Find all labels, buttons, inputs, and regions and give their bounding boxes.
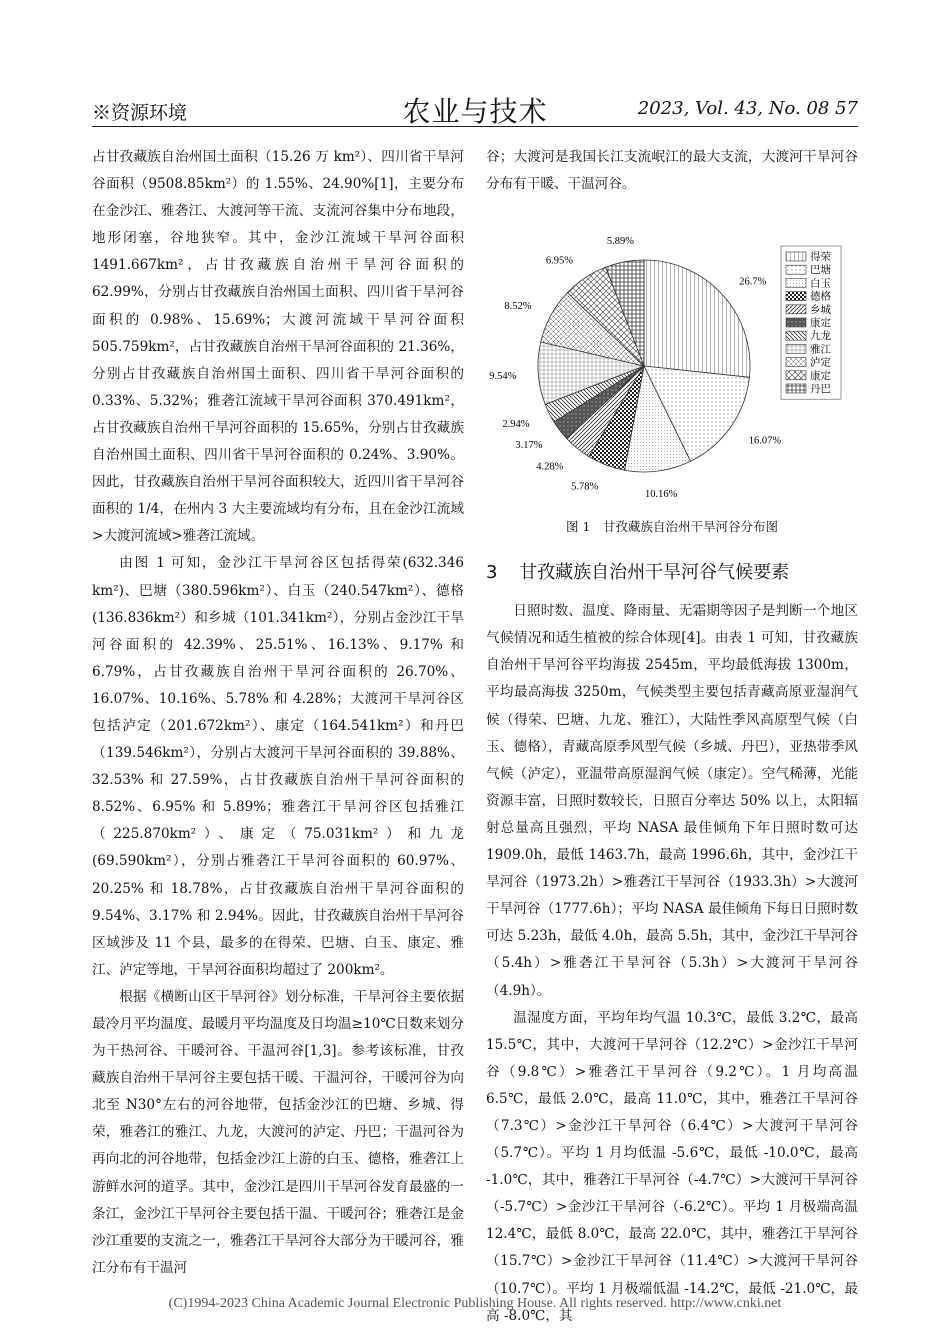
legend-swatch xyxy=(786,358,806,367)
issue-and-page: 2023, Vol. 43, No. 08 57 xyxy=(637,98,858,119)
legend-label: 巴塘 xyxy=(810,264,831,277)
legend-label: 得荣 xyxy=(810,251,831,264)
pie-data-label: 5.78% xyxy=(571,481,599,493)
legend-label: 九龙 xyxy=(810,330,831,343)
legend-swatch xyxy=(786,305,806,314)
paragraph: 根据《横断山区干旱河谷》划分标准，干旱河谷主要依据最冷月平均温度、最暖月平均温度及日均温≥10℃日数来划分为干热河谷、干暖河谷、干温河谷[1,3]。参考该标准，甘孜藏族自治州干旱河谷主要包括干暖、干温河谷，干暖河谷为向北至 N30°左右的河谷地带，包括金沙江的巴塘、乡城、得荣，雅砻江的雅江、九龙，大渡河的泸定、丹巴；干温河谷为再向北的河谷地带，包括金沙江上游的白玉、德格，雅砻江上游鲜水河的道孚。其中，金沙江是四川干旱河谷发育最盛的一条江，金沙江干旱河谷主要包括干温、干暖河谷；雅砻江是金沙江重要的支流之一，雅砻江干旱河谷大部分为干暖河谷，雅江分布有干温河 xyxy=(92,988,464,1276)
legend-swatch xyxy=(786,384,806,393)
pie-data-label: 10.16% xyxy=(645,489,678,501)
copyright-footer: (C)1994-2023 China Academic Journal Electronic Publishing House. All rights reserved. http://www.cnki.net xyxy=(168,1296,782,1311)
legend-label: 雅江 xyxy=(810,343,831,356)
pie-data-label: 26.7% xyxy=(739,276,767,288)
paragraph: 温湿度方面，平均年均气温 10.3℃，最低 3.2℃，最高 15.5℃，其中，大渡河干旱河谷（12.2℃）>金沙江干旱河谷（9.8℃）>雅砻江干旱河谷（9.2℃）。1 月均高温 6.5℃，最低 2.0℃，最高 11.0℃，其中，雅砻江干旱河谷（7.3℃）>金沙江干旱河谷（6.4℃）>大渡河干旱河谷（5.7℃）。平均 1 月均低温 -5.6℃，最低 -10.0℃，最高 -1.0℃，其中，雅砻江干旱河谷（-4.7℃）>大渡河干旱河谷（-5.7℃）>金沙江干旱河谷（-6.2℃）。平均 1 月极端高温 12.4℃，最低 8.0℃，最高 22.0℃，其中，雅砻江干旱河谷（15.7℃）>金沙江干旱河谷（11.4℃）>大渡河干旱河谷（10.7℃）。平均 1 月极端低温 -14.2℃，最低 -21.0℃，最高 -8.0℃，其 xyxy=(486,1009,858,1324)
legend-swatch xyxy=(786,331,806,340)
pie-data-label: 9.54% xyxy=(489,371,517,383)
legend-swatch xyxy=(786,318,806,327)
paragraph: 由图 1 可知，金沙江干旱河谷区包括得荣(632.346 km²)、巴塘（380.596km²）、白玉（240.547km²）、德格(136.836km²）和乡城（101.341km²），分别占金沙江干旱河谷面积的 42.39%、25.51%、16.13%、9.17% 和 6.79%，占甘孜藏族自治州干旱河谷面积的 26.70%、16.07%、10.16%、5.78% 和 4.28%；大渡河干旱河谷区包括泸定（201.672km²）、康定（164.541km²）和丹巴（139.546km²），分别占大渡河干旱河谷面积的 39.88%、32.53% 和 27.59%，占甘孜藏族自治州干旱河谷面积的 8.52%、6.95% 和 5.89%；雅砻江干旱河谷区包括雅江（225.870km²）、康定（75.031km²）和九龙(69.590km²），分别占雅砻江干旱河谷面积的 60.97%、20.25% 和 18.78%，占甘孜藏族自治州干旱河谷面积的 9.54%、3.17% 和 2.94%。因此，甘孜藏族自治州干旱河谷区域涉及 11 个县，最多的在得荣、巴塘、白玉、康定、雅江、泸定等地，干旱河谷面积均超过了 200km²。 xyxy=(92,555,464,978)
legend-swatch xyxy=(786,345,806,354)
header-section-label: ※资源环境 xyxy=(92,102,188,124)
section-title: 甘孜藏族自治州干旱河谷气候要素 xyxy=(519,562,790,584)
pie-data-label: 6.95% xyxy=(545,255,573,267)
pie-data-label: 4.28% xyxy=(536,461,564,473)
legend-label: 康定 xyxy=(810,369,831,382)
legend-swatch xyxy=(786,371,806,380)
paragraph: 占甘孜藏族自治州国土面积（15.26 万 km²）、四川省干旱河谷面积（9508.85km²）的 1.55%、24.90%[1]，主要分布在金沙江、雅砻江、大渡河等干流、支流河谷集中分布地段，地形闭塞，谷地狭窄。其中，金沙江流域干旱河谷面积 1491.667km²，占甘孜藏族自治州干旱河谷面积的 62.99%，分别占甘孜藏族自治州国土面积、四川省干旱河谷面积的 0.98%、15.69%；大渡河流域干旱河谷面积 505.759km²，占甘孜藏族自治州干旱河谷面积的 21.36%，分别占甘孜藏族自治州国土面积、四川省干旱河谷面积的 0.33%、5.32%；雅砻江流域干旱河谷面积 370.491km²，占甘孜藏族自治州干旱河谷面积的 15.65%，分别占甘孜藏族自治州国土面积、四川省干旱河谷面积的 0.24%、3.90%。因此，甘孜藏族自治州干旱河谷面积较大，近四川省干旱河谷面积的 1/4，在州内 3 大主要流域均有分布，且在金沙江流域>大渡河流域>雅砻江流域。 xyxy=(92,149,464,545)
pie-slice-得荣 xyxy=(644,260,750,377)
legend-label: 白玉 xyxy=(810,277,831,290)
section-heading xyxy=(486,558,858,588)
right-column xyxy=(486,144,858,1330)
legend-label: 丹巴 xyxy=(810,383,831,396)
header-rule xyxy=(92,126,858,127)
figure-caption: 图 1 甘孜藏族自治州干旱河谷分布图 xyxy=(566,519,778,535)
legend-label: 泸定 xyxy=(810,356,831,369)
section-number: 3 xyxy=(486,562,498,584)
pie-data-label: 5.89% xyxy=(606,236,635,248)
journal-title: 农业与技术 xyxy=(402,95,548,128)
pie-data-label: 3.17% xyxy=(515,440,543,452)
legend-swatch xyxy=(786,252,806,261)
pie-data-label: 8.52% xyxy=(504,301,532,313)
legend-swatch xyxy=(786,292,806,301)
legend-label: 康定 xyxy=(810,317,831,330)
page-header xyxy=(92,95,858,128)
pie-data-label: 2.94% xyxy=(502,419,530,431)
pie-chart-svg xyxy=(486,204,858,514)
figure-1-pie-chart xyxy=(486,204,858,514)
legend-swatch xyxy=(786,265,806,274)
legend-label: 乡城 xyxy=(810,303,831,316)
pie-data-label: 16.07% xyxy=(748,435,782,447)
legend-label: 德格 xyxy=(810,290,831,303)
legend-swatch xyxy=(786,279,806,288)
left-column xyxy=(92,144,464,1282)
paragraph: 谷；大渡河是我国长江支流岷江的最大支流，大渡河干旱河谷分布有干暖、干温河谷。 xyxy=(486,149,858,193)
paragraph: 日照时数、温度、降雨量、无霜期等因子是判断一个地区气候情况和适生植被的综合体现[4]。由表 1 可知，甘孜藏族自治州干旱河谷平均海拔 2545m，平均最低海拔 1300m，平均最高海拔 3250m，气候类型主要包括青藏高原亚湿润气候（得荣、巴塘、九龙、雅江），大陆性季风高原型气候（白玉、德格），青藏高原季风型气候（乡城、丹巴），亚热带季风气候（泸定），亚温带高原湿润气候（康定）。空气稀薄，光能资源丰富，日照时数较长，日照百分率达 50% 以上，太阳辐射总量高且强烈，平均 NASA 最佳倾角下年日照时数可达 1909.0h，最低 1463.7h，最高 1996.6h，其中，金沙江干旱河谷（1973.2h）>雅砻江干旱河谷（1933.3h）>大渡河干旱河谷（1777.6h）；平均 NASA 最佳倾角下每日日照时数可达 5.23h，最低 4.0h，最高 5.5h，其中，金沙江干旱河谷（5.4h）>雅砻江干旱河谷（5.3h）>大渡河干旱河谷（4.9h）。 xyxy=(486,603,858,999)
